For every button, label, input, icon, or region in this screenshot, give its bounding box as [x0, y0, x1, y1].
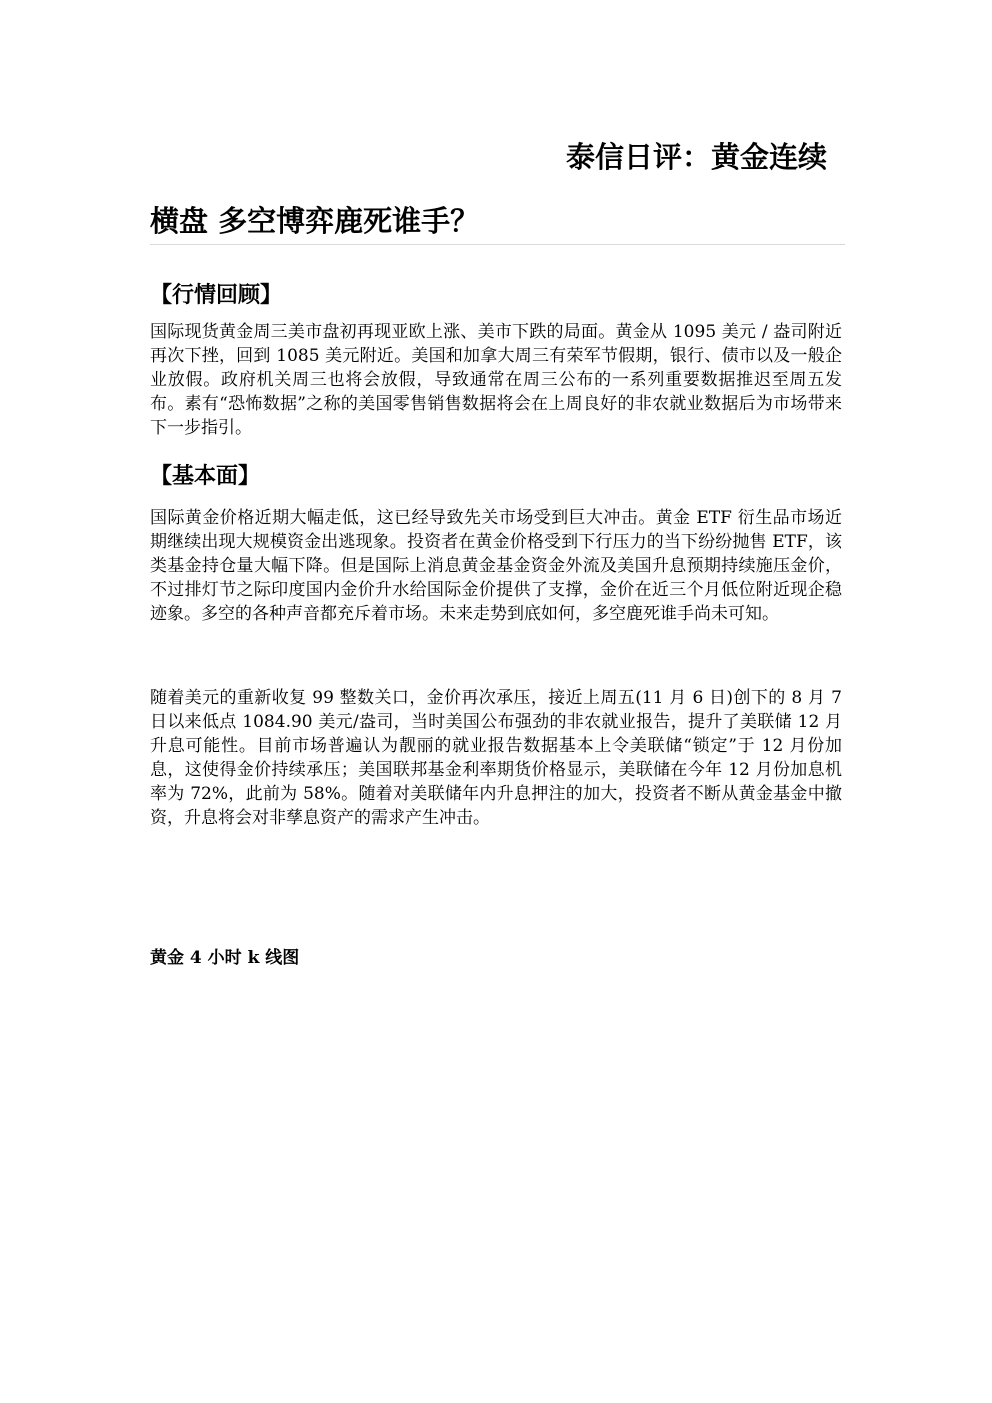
title-divider — [150, 244, 845, 245]
fundamentals-paragraph-1: 国际黄金价格近期大幅走低，这已经导致先关市场受到巨大冲击。黄金 ETF 衍生品市场近期继续出现大规模资金出逃现象。投资者在黄金价格受到下行压力的当下纷纷抛售 ETF，该类基金持仓量大幅下降。但是国际上消息黄金基金资金外流及美国升息预期持续施压金价，不过排灯节之际印度国内金价升水给国际金价提供了支撑，金价在近三个月低位附近现企稳迹象。多空的各种声音都充斥着市场。未来走势到底如何，多空鹿死谁手尚未可知。 — [150, 508, 842, 624]
document-title-line-2: 横盘 多空博弈鹿死谁手？ — [150, 204, 480, 238]
section-heading-market-review: 【行情回顾】 — [150, 283, 283, 308]
chart-caption: 黄金 4 小时 k 线图 — [150, 948, 300, 968]
section-heading-fundamentals: 【基本面】 — [150, 464, 261, 489]
document-title-line-1: 泰信日评：黄金连续 — [565, 140, 827, 174]
market-review-paragraph: 国际现货黄金周三美市盘初再现亚欧上涨、美市下跌的局面。黄金从 1095 美元 / 盎司附近再次下挫，回到 1085 美元附近。美国和加拿大周三有荣军节假期，银行、债市以及一般企业放假。政府机关周三也将会放假，导致通常在周三公布的一系列重要数据推迟至周五发布。素有“恐怖数据”之称的美国零售销售数据将会在上周良好的非农就业数据后为市场带来下一步指引。 — [150, 322, 842, 438]
fundamentals-paragraph-2: 随着美元的重新收复 99 整数关口，金价再次承压，接近上周五(11 月 6 日)创下的 8 月 7 日以来低点 1084.90 美元/盎司，当时美国公布强劲的非农就业报告，提升了美联储 12 月升息可能性。目前市场普遍认为靓丽的就业报告数据基本上令美联储“锁定”于 12 月份加息，这使得金价持续承压；美国联邦基金利率期货价格显示，美联储在今年 12 月份加息机率为 72%，此前为 58%。随着对美联储年内升息押注的加大，投资者不断从黄金基金中撤资，升息将会对非孳息资产的需求产生冲击。 — [150, 688, 842, 828]
